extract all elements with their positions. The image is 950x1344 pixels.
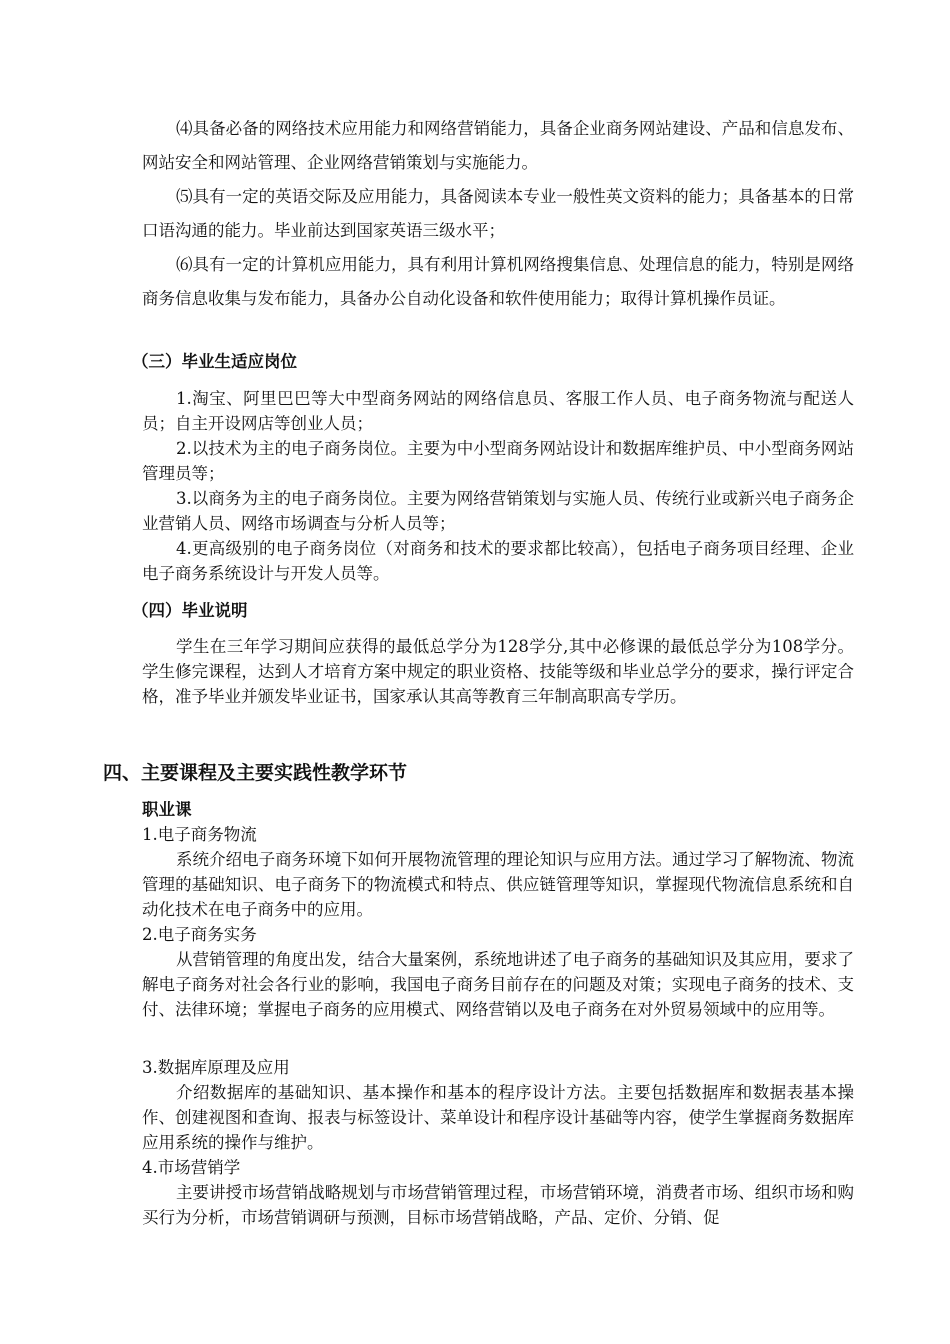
abilities-section [142, 112, 854, 316]
ability-paragraph: ⑸具有一定的英语交际及应用能力，具备阅读本专业一般性英文资料的能力；具备基本的日常口语沟通的能力。毕业前达到国家英语三级水平； [142, 187, 854, 240]
course-desc [142, 1180, 854, 1230]
ability-paragraph: ⑷具备必备的网络技术应用能力和网络营销能力，具备企业商务网站建设、产品和信息发布、网站安全和网站管理、企业网络营销策划与实施能力。 [142, 119, 854, 172]
course-title: 3.数据库原理及应用 [142, 1058, 290, 1077]
graduation-heading: （四）毕业说明 [132, 601, 248, 620]
course-desc [142, 847, 854, 922]
course-title: 1.电子商务物流 [142, 825, 257, 844]
course-paragraph: 介绍数据库的基础知识、基本操作和基本的程序设计方法。主要包括数据库和数据表基本操作、创建视图和查询、报表与标签设计、菜单设计和程序设计基础等内容，使学生掌握商务数据库应用系统的操作与维护。 [142, 1083, 854, 1152]
course-title: 4.市场营销学 [142, 1158, 241, 1177]
course-paragraph: 主要讲授市场营销战略规划与市场营销管理过程，市场营销环境，消费者市场、组织市场和购买行为分析，市场营销调研与预测，目标市场营销战略，产品、定价、分销、促 [142, 1183, 854, 1227]
section-heading: 四、主要课程及主要实践性教学环节 [103, 762, 408, 784]
list-item: 4.更高级别的电子商务岗位（对商务和技术的要求都比较高），包括电子商务项目经理、企业电子商务系统设计与开发人员等。 [142, 539, 854, 583]
jobs-heading: （三）毕业生适应岗位 [132, 352, 297, 371]
list-item: 2.以技术为主的电子商务岗位。主要为中小型商务网站设计和数据库维护员、中小型商务网站管理员等； [142, 439, 854, 483]
list-item: 3.以商务为主的电子商务岗位。主要为网络营销策划与实施人员、传统行业或新兴电子商务企业营销人员、网络市场调查与分析人员等； [142, 489, 854, 533]
course-paragraph: 从营销管理的角度出发，结合大量案例，系统地讲述了电子商务的基础知识及其应用，要求了解电子商务对社会各行业的影响，我国电子商务目前存在的问题及对策；实现电子商务的技术、支付、法律环境；掌握电子商务的应用模式、网络营销以及电子商务在对外贸易领域中的应用等。 [142, 950, 854, 1019]
course-desc [142, 1080, 854, 1155]
course-paragraph: 系统介绍电子商务环境下如何开展物流管理的理论知识与应用方法。通过学习了解物流、物流管理的基础知识、电子商务下的物流模式和特点、供应链管理等知识，掌握现代物流信息系统和自动化技术在电子商务中的应用。 [142, 850, 854, 919]
graduation-paragraph: 学生在三年学习期间应获得的最低总学分为128学分,其中必修课的最低总学分为108学分。学生修完课程，达到人才培育方案中规定的职业资格、技能等级和毕业总学分的要求，操行评定合格，准予毕业并颁发毕业证书，国家承认其高等教育三年制高职高专学历。 [142, 637, 854, 706]
course-title: 2.电子商务实务 [142, 925, 257, 944]
subheading: 职业课 [142, 800, 192, 819]
list-item: 1.淘宝、阿里巴巴等大中型商务网站的网络信息员、客服工作人员、电子商务物流与配送人员；自主开设网店等创业人员； [142, 389, 854, 433]
ability-paragraph: ⑹具有一定的计算机应用能力，具有利用计算机网络搜集信息、处理信息的能力，特别是网络商务信息收集与发布能力，具备办公自动化设备和软件使用能力；取得计算机操作员证。 [142, 255, 854, 308]
graduation-section [142, 634, 854, 709]
course-desc [142, 947, 854, 1022]
jobs-list [142, 386, 854, 586]
